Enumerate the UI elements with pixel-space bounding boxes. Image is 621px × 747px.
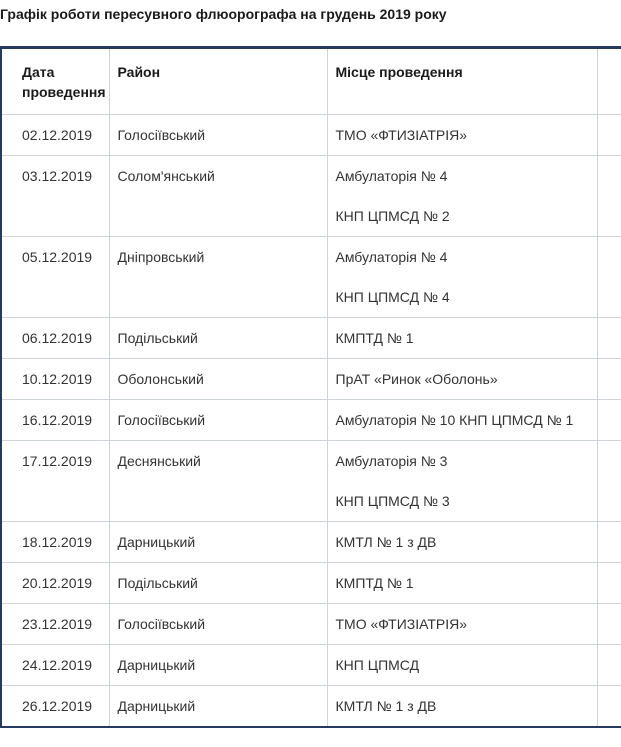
place-line: КМПТД № 1 bbox=[335, 330, 414, 346]
place-line: КНП ЦПМСД № 3 bbox=[335, 493, 450, 509]
table-row bbox=[1, 441, 621, 522]
cell-place bbox=[327, 359, 597, 400]
cell-place bbox=[327, 115, 597, 156]
place-line: КНП ЦПМСД № 4 bbox=[335, 289, 450, 305]
table-row bbox=[1, 318, 621, 359]
header-date: Дата проведення bbox=[1, 48, 109, 115]
cell-extra bbox=[597, 115, 621, 156]
place-line: ТМО «ФТИЗІАТРІЯ» bbox=[335, 616, 468, 632]
cell-extra bbox=[597, 441, 621, 522]
place-line: ТМО «ФТИЗІАТРІЯ» bbox=[335, 127, 468, 143]
table-body bbox=[1, 115, 621, 728]
schedule-table bbox=[0, 46, 621, 728]
table-row bbox=[1, 645, 621, 686]
table-row bbox=[1, 115, 621, 156]
cell-place bbox=[327, 441, 597, 522]
table-row bbox=[1, 686, 621, 728]
cell-district: Дарницький bbox=[109, 686, 327, 728]
cell-district: Дніпровський bbox=[109, 237, 327, 318]
cell-place bbox=[327, 686, 597, 728]
cell-date: 26.12.2019 bbox=[1, 686, 109, 728]
cell-place bbox=[327, 318, 597, 359]
cell-date: 23.12.2019 bbox=[1, 604, 109, 645]
cell-extra bbox=[597, 563, 621, 604]
place-line: ПрАТ «Ринок «Оболонь» bbox=[335, 371, 498, 387]
table-row bbox=[1, 522, 621, 563]
table-row bbox=[1, 400, 621, 441]
header-district: Район bbox=[109, 48, 327, 115]
place-line: КНП ЦПМСД № 2 bbox=[335, 208, 450, 224]
table-header-row bbox=[1, 48, 621, 115]
place-line: Амбулаторія № 4 bbox=[335, 168, 448, 184]
table-row bbox=[1, 604, 621, 645]
cell-extra bbox=[597, 400, 621, 441]
table-row bbox=[1, 359, 621, 400]
cell-district: Голосіївський bbox=[109, 604, 327, 645]
cell-extra bbox=[597, 522, 621, 563]
table-row bbox=[1, 563, 621, 604]
cell-extra bbox=[597, 237, 621, 318]
cell-place bbox=[327, 522, 597, 563]
cell-date: 10.12.2019 bbox=[1, 359, 109, 400]
cell-place bbox=[327, 400, 597, 441]
cell-date: 18.12.2019 bbox=[1, 522, 109, 563]
cell-place bbox=[327, 604, 597, 645]
table-row bbox=[1, 237, 621, 318]
cell-district: Подільський bbox=[109, 563, 327, 604]
cell-place bbox=[327, 645, 597, 686]
place-line: Амбулаторія № 4 bbox=[335, 249, 448, 265]
cell-extra bbox=[597, 359, 621, 400]
cell-district: Подільський bbox=[109, 318, 327, 359]
place-line: КНП ЦПМСД bbox=[335, 657, 420, 673]
header-extra-column bbox=[597, 48, 621, 115]
place-line: КМТЛ № 1 з ДВ bbox=[335, 698, 437, 714]
cell-place bbox=[327, 237, 597, 318]
cell-date: 17.12.2019 bbox=[1, 441, 109, 522]
cell-date: 02.12.2019 bbox=[1, 115, 109, 156]
cell-date: 20.12.2019 bbox=[1, 563, 109, 604]
cell-date: 16.12.2019 bbox=[1, 400, 109, 441]
cell-date: 03.12.2019 bbox=[1, 156, 109, 237]
table-row bbox=[1, 156, 621, 237]
cell-place bbox=[327, 563, 597, 604]
cell-extra bbox=[597, 686, 621, 728]
cell-district: Дарницький bbox=[109, 522, 327, 563]
place-line: КМПТД № 1 bbox=[335, 575, 414, 591]
cell-district: Оболонський bbox=[109, 359, 327, 400]
cell-district: Голосіївський bbox=[109, 400, 327, 441]
cell-date: 24.12.2019 bbox=[1, 645, 109, 686]
schedule-table-wrapper bbox=[0, 46, 621, 728]
place-line: КМТЛ № 1 з ДВ bbox=[335, 534, 437, 550]
header-place: Місце проведення bbox=[327, 48, 597, 115]
cell-district: Дарницький bbox=[109, 645, 327, 686]
cell-extra bbox=[597, 318, 621, 359]
cell-district: Деснянський bbox=[109, 441, 327, 522]
cell-place bbox=[327, 156, 597, 237]
cell-district: Голосіївський bbox=[109, 115, 327, 156]
cell-district: Солом'янський bbox=[109, 156, 327, 237]
cell-extra bbox=[597, 645, 621, 686]
cell-extra bbox=[597, 156, 621, 237]
cell-date: 06.12.2019 bbox=[1, 318, 109, 359]
cell-date: 05.12.2019 bbox=[1, 237, 109, 318]
cell-extra bbox=[597, 604, 621, 645]
place-line: Амбулаторія № 3 bbox=[335, 453, 448, 469]
place-line: Амбулаторія № 10 КНП ЦПМСД № 1 bbox=[335, 412, 574, 428]
page-title: Графік роботи пересувного флюорографа на грудень 2019 року bbox=[0, 6, 447, 22]
